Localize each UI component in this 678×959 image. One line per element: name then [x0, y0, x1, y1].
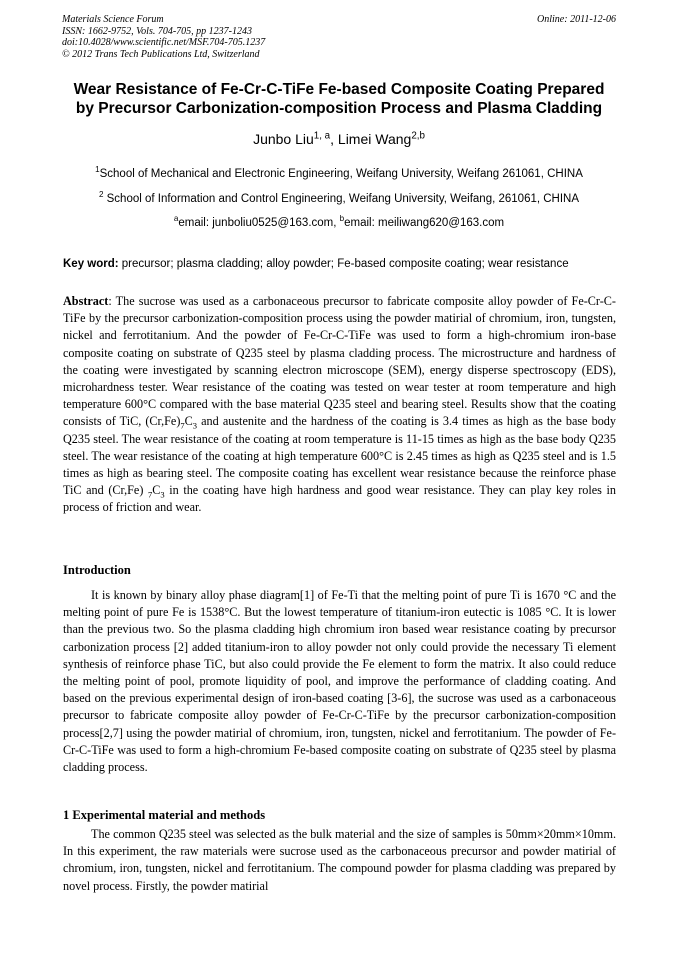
- abstract-text-3: and austenite and the hardness of the coating is 3.4 times as high as the base body Q235 steel. The wear resistance of the coating at room temperature is 11-15 times as high as the base body Q235 steel. The wear resistance of the coating at high temperature 600°C is 2.45 times as high as Q235 steel and is 1.5 times as high as bearing steel. The composite coating has excellent wear resistance because the reinforce phase TiC and (Cr,Fe): [63, 414, 616, 498]
- affiliation-1: [0, 165, 678, 180]
- title-line-1: Wear Resistance of Fe-Cr-C-TiFe Fe-based Composite Coating Prepared: [73, 81, 605, 98]
- subscript-3: 3: [192, 420, 198, 431]
- affiliation-1-mark: 1: [95, 165, 100, 175]
- introduction-paragraph: It is known by binary alloy phase diagram[1] of Fe-Ti that the melting point of pure Ti is 1670 °C and the melting point of pure Fe is 1538°C. But the lowest temperature of titanium-iron eutectic is 1085 °C. It is lower than the previous two. So the plasma cladding high chromium iron based wear resistance coating by precursor carbonization process [2] added titanium-iron to alloy powder not only could provide the necessary Ti element synthesis of reinforce phase TiC, but also could provide the Fe element to form the matrix. It also could reduce the melting point of pool, promote liquidity of pool, and improve the performance of cladding coating. And based on the previous experimental design of iron-based coating [3-6], the sucrose was used as a carbonaceous precursor to fabricate composite alloy powder of Fe-Cr-C-TiFe by the precursor carbonization-composition process[2,7] using the powder matirial of chromium, iron, tungsten, nickel and ferrotitanium. The powder of Fe-Cr-C-TiFe was used to form a high-chromium Fe-based composite coating on substrate of Q235 steel by plasma cladding process.: [63, 588, 616, 775]
- journal-name: Materials Science Forum: [62, 14, 164, 25]
- email-b-text: email: meiliwang620@163.com: [344, 217, 505, 229]
- section-heading-introduction: Introduction: [63, 563, 131, 577]
- affiliation-2: [0, 190, 678, 205]
- abstract-text-4: C: [152, 483, 161, 498]
- issn-line: ISSN: 1662-9752, Vols. 704-705, pp 1237-1243: [62, 25, 252, 37]
- running-header: [62, 14, 616, 60]
- subscript-3: 3: [160, 489, 165, 500]
- subscript-7: 7: [180, 420, 185, 431]
- doi-line: doi:10.4028/www.scientific.net/MSF.704-705.1237: [62, 37, 266, 48]
- author-2-name: Limei Wang: [337, 131, 412, 147]
- email-a-text: email: junboliu0525@163.com,: [178, 217, 340, 229]
- author-list: [0, 131, 678, 147]
- affiliation-1-text: School of Mechanical and Electronic Engineering, Weifang University, Weifang 261061, CHINA: [99, 168, 583, 180]
- abstract-label: Abstract: [63, 294, 109, 308]
- title-line-2: by Precursor Carbonization-composition Process and Plasma Cladding: [75, 100, 603, 117]
- abstract-text-2: C: [184, 414, 193, 429]
- paper-title: [40, 80, 638, 118]
- author-separator: ,: [330, 131, 338, 147]
- email-a-mark: a: [173, 214, 179, 224]
- experimental-paragraph: The common Q235 steel was selected as the bulk material and the size of samples is 50mm×20mm×10mm. In this experiment, the raw materials were sucrose used as the carbonaceous precursor and powder matirial of chromium, iron, tungsten, nickel and ferrotitanium. The compound powder for plasma cladding was prepared by novel process. Firstly, the powder matirial: [63, 827, 616, 893]
- subscript-7: 7: [147, 489, 153, 500]
- email-line: [0, 214, 678, 229]
- affiliation-2-text: School of Information and Control Engineering, Weifang University, Weifang, 261061, CHINA: [103, 193, 580, 205]
- online-date: Online: 2011-12-06: [537, 14, 616, 25]
- author-1-marks: 1, a: [313, 130, 331, 142]
- author-1-name: Junbo Liu: [253, 131, 314, 147]
- abstract-text-1: : The sucrose was used as a carbonaceous precursor to fabricate composite alloy powder of Fe-Cr-C-TiFe by the precursor carbonization-composition process using the powder matirial of chromium, iron, tungsten, nickel and ferrotitanium. And the powder of Fe-Cr-C-TiFe was used to form a high-chromium iron-base composite coating on substrate of Q235 steel by plasma cladding process. The microstructure and hardness of the coating were investigated by scanning electron microscope (SEM), energy disperse spectroscopy (EDS), microhardness tester. Wear resistance of the coating was tested on wear tester at room temperature and high temperature 600°C compared with the base material Q235 steel and bearing steel. Results show that the coating consists of TiC, (Cr,Fe): [63, 294, 616, 429]
- keywords-label: Key word:: [63, 258, 119, 270]
- keywords-text: precursor; plasma cladding; alloy powder; Fe-based composite coating; wear resistance: [118, 258, 569, 270]
- keywords: [63, 258, 616, 270]
- email-b-mark: b: [339, 214, 345, 224]
- affiliation-2-mark: 2: [98, 190, 104, 200]
- experimental-body: [63, 826, 616, 895]
- copyright-line: © 2012 Trans Tech Publications Ltd, Switzerland: [62, 48, 260, 60]
- abstract: [63, 293, 616, 517]
- introduction-body: [63, 587, 616, 776]
- section-heading-experimental: 1 Experimental material and methods: [63, 808, 266, 822]
- author-2-marks: 2,b: [411, 130, 425, 142]
- abstract-text-5: in the coating have high hardness and good wear resistance. They can play key roles in process of friction and wear.: [63, 483, 616, 515]
